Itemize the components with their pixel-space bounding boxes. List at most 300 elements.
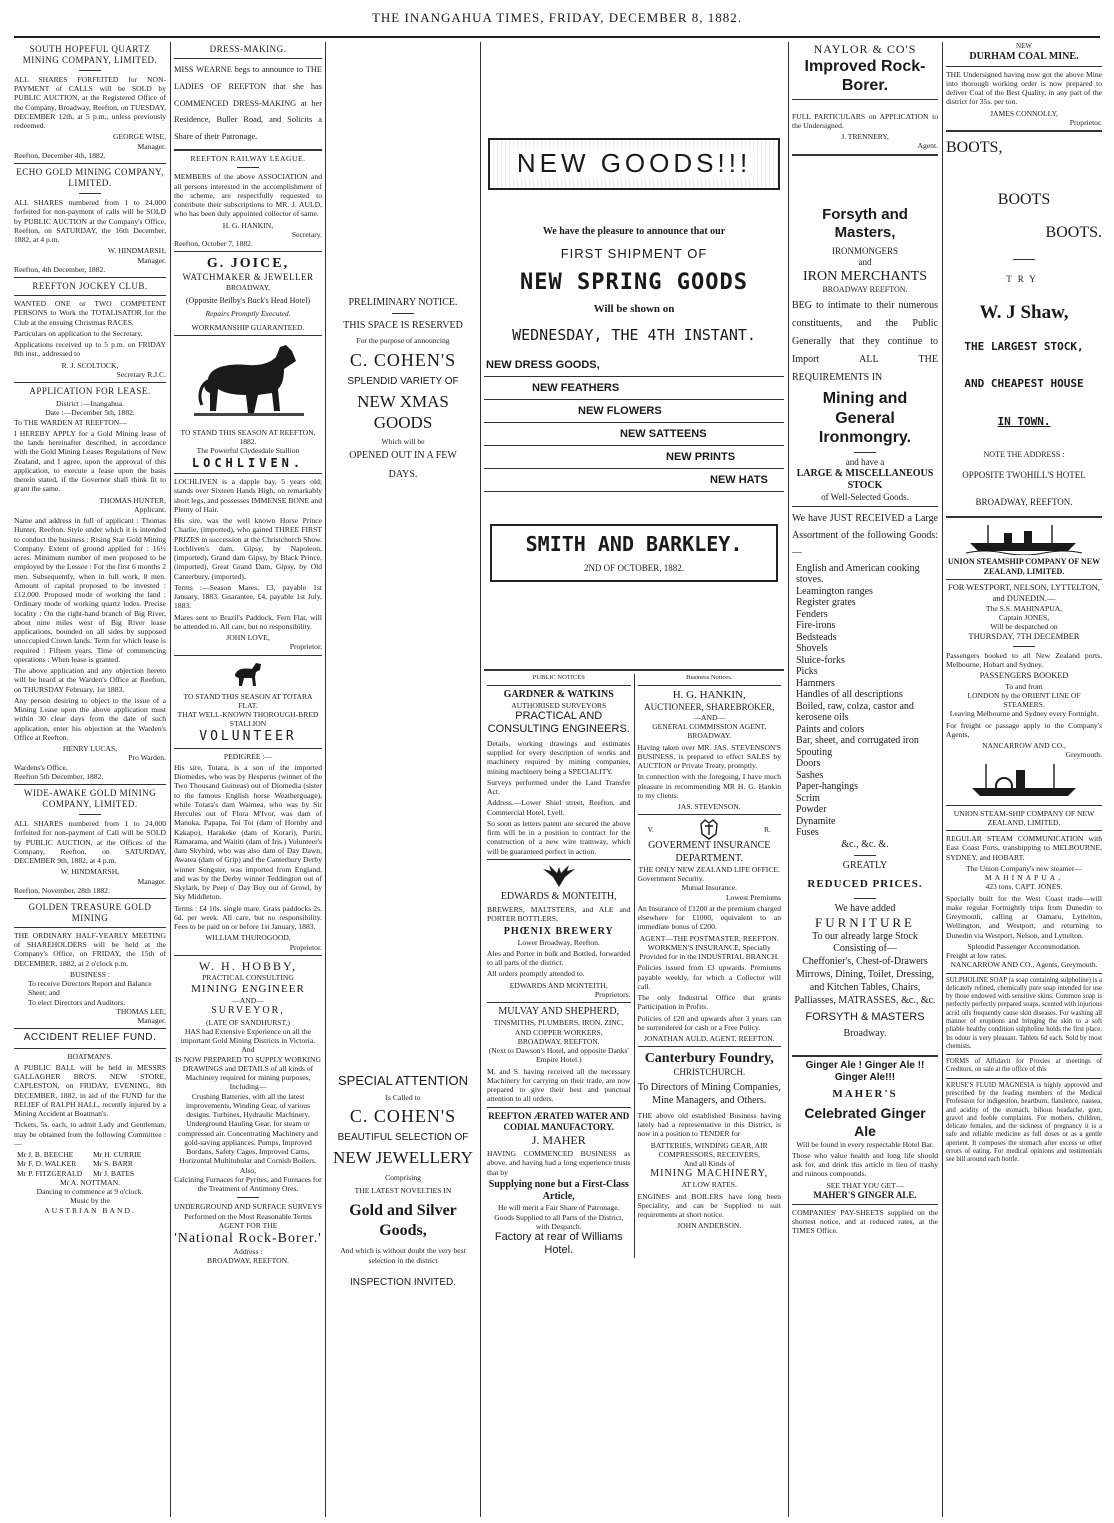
signature-role: Manager. [137,876,166,886]
rule [14,277,166,278]
ad-body: The above application and any objection hereto will be heard at the Warden's Office at Reefton, on THURSDAY February, 1st 1883. [14,666,166,694]
signature-role: Proprietor. [289,642,322,652]
signature: HENRY LUCAS, [62,744,118,754]
ad-title: MAHER'S GINGER ALE. [813,1189,917,1200]
signature-role: Manager. [137,1016,166,1026]
royal-crest-icon [697,818,721,840]
spacer [484,586,784,666]
list-item: Picks [796,666,818,678]
signature: J. TRENNERY, [841,132,889,142]
ad-title: FURNITURE [815,914,915,930]
signature-role: Applicant. [134,504,166,514]
ad-title: SMITH AND BARKLEY. [525,532,743,557]
ad-body: Will be found in every respectable Hotel Bar. [796,1139,934,1149]
ad-title: WEDNESDAY, THE 4TH INSTANT. [512,326,756,344]
column-1 [14,42,166,1519]
ad-title: G. JOICE, [206,256,290,272]
spacer [484,42,784,132]
ad-title: THE LARGEST STOCK, [964,339,1084,353]
list-item: Paints and colors [796,723,865,735]
ad-body: WORKMANSHIP GUARANTEED. [191,322,305,332]
signature-role: Proprietor. [289,942,322,952]
rule [174,955,322,956]
rule [487,1002,631,1003]
ad-body: The only Industrial Office that grants Participation in Profits. [637,993,781,1012]
ad-body: Ales and Porter in bulk and Bottled, forwarded to all parts of the district. [487,948,631,968]
ad-body: THE LATEST NOVELTIES IN [354,1186,452,1196]
ad-body: THAT WELL-KNOWN THOROUGH-BRED STALLION [177,710,319,729]
ad-address: BROADWAY, REEFTON. [975,496,1073,507]
committee-list [14,1150,166,1178]
list-item: NEW HATS [484,469,784,492]
ad-title: IN TOWN. [997,414,1051,428]
ad-title: J. MAHER [531,1132,586,1147]
rule [174,58,322,59]
ad-body: FIRST SHIPMENT OF [560,245,708,261]
section-heading: PUBLIC NOTICES [532,673,585,681]
ad-body: FORMS of Affidavit for Proxies at meetings of Creditors, on sale at the office of this [946,1058,1102,1074]
ad-body: ALL SHARES numbered from 1 to 24,000 forfeited for non-payment of Call will be SOLD by PUBLIC AUCTION, at the Offices of the Company, Reefton, on SATURDAY, DECEMBER 9th, 1882, at 4 p.m. [14,819,166,865]
committee-col [90,1150,166,1178]
ad-body: In connection with the foregoing, I have much pleasure in recommending MR H. G. Hankin to my clients. [637,772,781,800]
ad-body: (LATE OF SANDHURST,) [205,1017,291,1027]
list-item: NEW PRINTS [484,446,784,469]
ad-body: Terms :—Season Mares, £3, payable 1st January, 1883. Guarantee, £4, payable 1st July, 1883. [174,582,322,611]
short-rule [854,855,876,856]
ad-body: Passengers booked to all New Zealand ports, Melbourne, Hobart and Sydney. [946,650,1102,670]
ad-address: Lower Broadway, Reefton. [517,937,600,947]
ad-trade: WATCHMAKER & JEWELLER [182,272,314,283]
ad-body: Those who value health and long life should ask for, and drink this article in lieu of trashy and ruinous compounds. [792,1150,938,1179]
list-item: Dynamite [796,815,836,827]
ad-body: Mutual Insurance. [681,883,737,893]
ad-title: GOLDEN TREASURE GOLD MINING [28,902,152,923]
list-item: Leamington ranges [796,585,873,597]
ad-title: APPLICATION FOR LEASE. [29,386,151,397]
ad-body: The S.S. MAHINAPUA, [985,603,1063,613]
list-item: Sluice-forks [796,654,845,666]
ad-date: Reefton, October 7, 1882. [174,239,253,249]
ad-body: Dancing to commence at 9 o'clock. [36,1187,144,1197]
ad-address: (Next to Dawson's Hotel, and opposite Danks' Empire Hotel.) [488,1046,629,1065]
ad-body: Lowest Premiums [725,892,781,902]
ad-body: MEMBERS of the above ASSOCIATION and all persons interested in the accomplishment of the scheme, are respectfully requested to contribute their subscriptions to MR. J. AULD, who has been duly appointed collector of same. [174,172,322,219]
ad-title: NEW SPRING GOODS [520,269,748,295]
ad-title: W. H. HOBBY, [198,958,298,973]
signature: H. G. HANKIN, [222,220,274,230]
short-rule [79,193,101,194]
ad-body: Will be shown on [593,302,675,315]
ad-body: BEG to intimate to their numerous constituents, and the Public Generally that they continue to Import ALL THE REQUIREMENTS IN [792,300,938,384]
ad-body: An Insurance of £1200 at the premium charged elsewhere for £1000, equivalent to an immediate bonus of £200. [637,903,781,932]
ad-title: PRACTICAL AND CONSULTING ENGINEERS. [487,710,630,736]
column-4 [484,42,784,1519]
ad-body: For the purpose of announcing [356,336,450,346]
ad-title: AND CHEAPEST HOUSE [964,377,1084,391]
ad-body: Applications received up to 5 p.m. on FRIDAY 8th inst., addressed to [14,340,166,359]
ad-body: Cheffonier's, Chest-of-Drawers Mirrows, Dining, Toilet, Dressing, and Kitchen Tables, Chairs, Palliasses, MATRASSES, &c., &c. [794,956,936,1007]
ad-body: M. and S. having received all the necessary Machinery for carrying on their trade, are now prepared to give their best and punctual attention to all orders. [487,1066,631,1104]
ad-title: REEFTON JOCKEY CLUB. [32,281,148,292]
ad-body: IS NOW PREPARED TO SUPPLY WORKING DRAWINGS and DETAILS of all kinds of Machinery required for mining purposes, Including— [174,1054,321,1092]
rule [946,579,1102,580]
ad-body: AGENT—THE POSTMASTER, REEFTON. [639,933,779,943]
rule [14,784,166,785]
ad-body: FOR WESTPORT, NELSON, LYTTELTON, and DUNEDIN.— [948,583,1100,603]
ad-body: and have a [845,456,885,467]
ad-subtitle: THE ONLY NEW ZEALAND LIFE OFFICE. [638,864,780,874]
ad-body: To Directors of Mining Companies, Mine Managers, and Others. [637,1082,781,1106]
list-item: Register grates [796,597,856,609]
ad-body: The Powerful Clydesdale Stallion [196,446,300,456]
column-rule [480,42,481,1517]
signature: NANCARROW AND CO., Agents, Greymouth. [950,960,1098,970]
ad-title: GARDNER & WATKINS [503,688,614,700]
ad-body: Splendid Passenger Accommodation. [967,941,1081,951]
list-item: Sashes [796,769,824,781]
ad-date: Reefton, November, 28th 1882. [14,885,110,895]
ad-body: Comprising [385,1172,421,1182]
ad-title: PHŒNIX BREWERY [503,925,614,937]
ad-title: DRESS-MAKING. [209,44,287,54]
ad-body: His sire, was the well known Horse Prince Charlie, (imported), who gained THREE FIRST PRIZES in succession at the Christchurch Show. Lochliven's dam, Gipsy, by Napoleon, (imported), Grand dam Gipsy, by Black Prince, (imported), Great Grand Dam, Gipsy, by Old Canterbury, (imported). [174,516,322,581]
signature: GEORGE WISE, [112,132,166,142]
ad-body: BEAUTIFUL SELECTION OF [337,1131,469,1143]
ad-body: WANTED ONE or TWO COMPETENT PERSONS to Work the TOTALISATOR for the Club at the ensuing Christmas RACES. [14,299,166,327]
business-notices [635,674,785,1258]
ad-body: ENGINES and BOILERS have long been Speciality, and can be Supplied to suit requirements at short notice. [637,1191,781,1220]
ad-address: Broadway. [843,1028,887,1040]
committee-member: Mr H. CURRIE [93,1150,142,1160]
signature-role: Manager. [137,141,166,151]
phoenix-icon [539,863,579,889]
ad-title: SURVEYOR, [211,1005,285,1017]
ad-title: EDWARDS & MONTEITH, [500,890,617,902]
ad-body: GREATLY [842,860,888,872]
crest-letter: R. [764,824,771,834]
ad-date: Reefton 5th December, 1882. [14,771,104,781]
rule [792,99,938,100]
rule [946,130,1102,132]
band-name: AUSTRIAN BAND. [44,1205,136,1215]
ad-body: For freight or passage apply to the Company's Agents, [946,720,1102,739]
ad-title: MINING MACHINERY, [650,1168,769,1180]
list-item: Doors [796,758,821,770]
goods-list [792,563,938,839]
column-3 [329,42,477,1519]
column-5 [792,42,938,1519]
rule [946,805,1102,806]
ad-title: SOUTH HOPEFUL QUARTZ MINING COMPANY, LIMITED. [22,44,158,65]
list-item: Hammers [796,677,835,689]
public-notices [484,674,635,1258]
ad-title: H. G. HANKIN, [672,688,746,701]
ad-body: Performed on the Most Reasonable Terms [184,1211,312,1221]
signature: W. HINDMARSH, [107,246,166,256]
signature-role: Manager. [137,255,166,265]
signature: JOHN ANDERSON. [677,1221,742,1231]
ad-subtitle: IRONMONGERS [831,246,898,257]
lease-to: To THE WARDEN AT REEFTON— [14,417,127,427]
ad-body: We have JUST RECEIVED a Large Assortment of the following Goods:— [792,512,938,558]
ad-title: 'National Rock-Borer.' [174,1231,322,1247]
ad-title: NEW XMAS GOODS [357,391,449,432]
committee-member: Mr A. NOTTMAN. [60,1177,120,1187]
ad-body: THE ORDINARY HALF-YEARLY MEETING of SHAREHOLDERS will be held at the Company's Office, on FRIDAY, the 15th of DECEMBER, 1882, at 2 o'clock p.m. [14,930,166,968]
committee-member: Mr P. FITZGERALD [17,1168,83,1178]
ad-body: Crushing Batteries, with all the latest improvements, Winding Gear, of various designs. Turbines, Hydraulic Machinery, Underground Hauling Gear, for steam or compressed air. Concentrating Machinery and gold-saving appliances. Pumps, Improved Bordans, Safety Cages, Improved Cams, Horizontal Multitubular and Cornish Boilers. [178,1091,318,1166]
list-item: Scrim [796,792,820,804]
ad-body: Particulars on application to the Secretary. [14,328,143,338]
business-item: To receive Directors Report and Balance Sheet; and [28,979,152,998]
rule [946,1054,1102,1055]
ad-body: Which will be [381,437,425,447]
list-item: Handles of all descriptions [796,689,903,701]
ad-body: Mares sent to Brazil's Paddock, Fern Flat, will be attended to. All care, but no responsibility. [174,612,322,631]
lease-district: District :—Inangahua. [56,399,124,409]
ad-body: AT LOW RATES. [681,1180,737,1190]
ad-title: MULVAY AND SHEPHERD, [498,1006,620,1018]
ad-body: THE above old established Business having lately had a representative in this District, is now in a position to TENDER for [637,1110,781,1139]
lease-date: Date :—December 5th, 1882. [45,408,135,418]
short-rule [1013,646,1035,647]
rule [487,859,631,860]
ad-body: Repairs Promptly Executed. [205,309,291,319]
signature-role: Secretary R.J.C. [116,369,166,379]
ad-body: AGENT FOR THE [218,1220,278,1230]
ad-body: LONDON by the ORIENT LINE OF STEAMERS. [967,690,1081,710]
ad-body: Tickets, 5s. each, to admit Lady and Gentleman, may be obtained from the following Committee :— [14,1120,166,1148]
rule [487,1107,631,1108]
ad-subtitle: TINSMITHS, PLUMBERS, IRON, ZINC, AND COPPER WORKERS, [493,1018,624,1037]
ad-title: PRELIMINARY NOTICE. [348,297,458,308]
ad-title: REEFTON RAILWAY LEAGUE. [190,154,306,164]
ad-address: BROADWAY, REEFTON. [517,1036,600,1046]
ad-body: And which is without doubt the very best selection in the district [340,1246,466,1265]
column-rule [788,42,789,1517]
banner-text: NEW GOODS!!! [511,148,757,178]
masthead-rule [14,36,1100,38]
short-rule [392,313,414,314]
ad-title: Canterbury Foundry, [644,1051,774,1067]
rule [174,748,322,749]
signature-role: Proprietors. [594,989,631,999]
rule [792,506,938,507]
ad-body: To and from [1005,681,1043,691]
short-rule [854,452,876,453]
spacer [329,42,477,297]
rule [638,814,782,815]
ad-body: BREWERS, MALTSTERS, and ALE and PORTER BOTTLERS, [487,905,631,924]
column-rule [942,42,943,1517]
ad-title: IRON MERCHANTS [802,269,928,285]
ad-body: And [241,1045,255,1055]
list-item: Paper-hangings [796,781,859,793]
column-rule [325,42,326,1517]
ad-body: All orders promptly attended to. [487,969,585,979]
ad-body: and [858,257,872,268]
column-2 [174,42,322,1519]
ad-address: BROADWAY REEFTON. [822,285,908,295]
short-rule [1013,259,1035,260]
ad-body: He will merit a Fair Share of Patronage. [498,1203,620,1213]
signature-role: Secretary. [291,229,322,239]
new-items-list [484,354,784,492]
ad-body: THURSDAY, 7TH DECEMBER [968,631,1080,641]
signature: NANCARROW AND CO., [982,741,1066,751]
ad-title: LARGE & MISCELLANEOUS STOCK [796,467,934,491]
list-item: Fire-irons [796,620,836,632]
ad-title: ECHO GOLD MINING COMPANY, LIMITED. [16,167,164,189]
ad-body: THIS SPACE IS RESERVED [343,320,463,332]
ad-body: Supplying none but a First-Class Article, [488,1178,629,1203]
committee-member: Mr F. D. WALKER [17,1159,77,1169]
ad-body: Any person desiring to object to the issue of a Mining Lease upon the above application must within 30 clear days from the date of such application, enter his objection at the Warden's Office at Reefton. [14,695,166,742]
ad-body: DAYS. [388,468,418,480]
ad-address: (Opposite Beilby's Buck's Head Hotel) [185,295,311,305]
list-item: NEW SATTEENS [484,423,784,446]
ad-body: 423 tons. CAPT. JONES. [985,882,1063,892]
rule [946,973,1102,974]
ad-title: Ginger Ale ! Ginger Ale !! Ginger Ale!!! [805,1059,925,1083]
ad-body: BATTERIES, WINDING GEAR, AIR COMPRESSORS, RECEIVERS, [650,1140,768,1159]
ad-title: DURHAM COAL MINE. [969,50,1079,62]
ad-body: Calcining Furnaces for Pyrites, and Furnaces for the Treatment of Antimony Ores. [174,1174,322,1194]
committee-member: Mr J. BATES [93,1168,135,1178]
ad-body: —AND— [693,712,726,722]
ad-title: PASSENGERS BOOKED [979,671,1069,681]
ad-body: TO STAND THIS SEASON AT REEFTON, 1882. [180,427,316,447]
signature: JONATHAN AULD, AGENT, REEFTON. [644,1034,775,1044]
short-rule [237,167,259,168]
ad-body: I HEREBY APPLY for a Gold Mining lease of the lands hereinafter described, in accordance with the Gold Mining Leases Regulations of New Zealand, and I agree, upon the approval of this application, to execute a lease upon the basis therein stated, if the Governor shall think fit to grant the same. [14,428,166,494]
signature: WILLIAM THUROGOOD, [205,933,291,943]
rule [638,685,782,686]
ad-body: COMPANIES' PAY-SHEETS supplied on the shortest notice, and at reduced rates, at the TIMES Office. [792,1207,938,1236]
horse-name: LOCHLIVEN. [191,455,305,470]
smith-barkley-box [490,524,778,581]
rule [174,655,322,656]
ad-title: SPECIAL ATTENTION [337,1072,469,1088]
ad-body: UNDERGROUND AND SURFACE SURVEYS [174,1202,322,1212]
ad-body: Also, [239,1165,257,1175]
list-item: Spouting [796,746,833,758]
rule [946,516,1102,518]
rule [487,685,631,686]
ad-address: BROADWAY. [687,731,732,741]
spacer [329,481,477,1073]
ad-title: BOOTS, [946,139,1003,157]
signature: JAS. STEVENSON. [677,802,741,812]
ad-title: FORSYTH & MASTERS [805,1011,925,1024]
ad-subtitle: BOATMAN'S. [67,1051,113,1061]
lease-details: Name and address in full of applicant : Thomas Hunter, Reefton. Style under which it is intended to conduct the business : Rising Star Gold Mining Company. Extent of ground applied for : 16½ acres. Minimum number of men proposed to be employed by the Lessee : For the first 6 months 2 men. Subsequently, when in full work, 8 men. Amount of capital proposed to be invested : £12,000. Proposed mode of working the land : Ordinary mode of working quartz lodes. Precise locality : On the right-hand branch of Big River, about nine miles west of Big River lease applications, bounded on all sides by supposed unoccupied Crown lands. Term for which lease is required : Fifteen years. Time of commencing operations : When lease is granted. [14,516,166,664]
new-goods-banner [488,138,780,190]
ad-body: LOCHLIVEN is a dapple bay, 5 years old; stands over Sixteen Hands High, on remarkably short legs, and possesses IMMENSE BONE and Plenty of Hair. [174,477,322,514]
ad-body: Having taken over MR. JAS. STEVENSON'S BUSINESS, is prepared to effect SALES by AUCTION or Private Treaty, promptly. [637,742,781,771]
ad-body: Captain JONES, [998,613,1050,623]
ad-address: BROADWAY, REEFTON. [207,1256,289,1266]
signature: THOMAS HUNTER, [99,495,166,505]
rule [14,927,166,928]
rule [174,149,322,151]
rule [14,1028,166,1029]
ad-body: MISS WEARNE begs to announce to THE LADIES OF REEFTON that she has COMMENCED DRESS-MAKING at her Residence, Buller Road, and Solicits a Share of their Patronage. [174,64,322,142]
ad-subtitle: CHRISTCHURCH. [673,1067,746,1078]
committee-col [14,1150,90,1178]
rule [946,66,1102,67]
ad-body: A PUBLIC BALL will be held in MESSRS GALLAGHER BRO'S. NEW STORE, CAPLESTON, on FRIDAY, EVENING, 8th DECEMBER, 1882, in aid of the FUND for the RELIEF of RALPH HALL, recently injured by a Mining Accident at Boatman's. [14,1062,166,1119]
list-item: NEW DRESS GOODS, [484,354,784,377]
notices-split [484,674,784,1258]
ad-title: NAYLOR & CO'S [813,42,917,56]
ad-body: Policies of £20 and upwards after 3 years can be surrendered for cash or a Free Policy. [637,1013,781,1032]
ad-body: KRUSE'S FLUID MAGNESIA is highly approved and prescribed by the leading members of the Medical Profession for indigestion, heartburn, flatulence, nausea, and acidity of the stomach, bilious headache, gout, gravel and feeble complaints. For mothers, children, delicate females, and the sickness of pregnancy it is a safe and reliable medicine as full doses or as a gentle aperient. It composes the stomach after excess or other errors of eating. For medical opinions and testimonials see bill around each bottle. [946,1081,1102,1164]
steamship-icon [964,521,1084,555]
ad-body: Address.—Lower Shiel street, Reefton, and Commercial Hotel, Lyell. [487,798,631,817]
short-rule [854,898,876,899]
ad-title: Factory at rear of Williams Hotel. [494,1231,623,1257]
business-heading: BUSINESS : [70,969,110,979]
small-horse-icon [230,659,266,689]
ad-title: WIDE-AWAKE GOLD MINING COMPANY, LIMITED. [23,788,157,810]
ad-title: GOVERMENT INSURANCE DEPARTMENT. [648,840,771,864]
ad-body: To our already large Stock Consisting of— [812,930,918,954]
ad-title: REEFTON ÆRATED WATER AND CODIAL MANUFACTORY. [488,1110,630,1132]
ad-subtitle: GENERAL COMMISSION AGENT, [652,722,767,732]
ad-body: REGULAR STEAM COMMUNICATION with East Coast Ports, transhipping to MELBOURNE, SYDNEY, and HOBART. [946,834,1102,862]
ad-body: FULL PARTICULARS on APPLICATION to the Undersigned. [792,111,938,130]
rule [792,1204,938,1205]
ad-title: W. J Shaw, [979,301,1069,323]
crest-row [638,818,782,840]
ad-place: Wardens's Office, [14,762,68,772]
clydesdale-horse-icon [188,339,308,425]
ad-title: Celebrated Ginger Ale [804,1105,926,1139]
short-rule [79,70,101,71]
ad-body: His sire, Totara, is a son of the imported Diomedes, who was by Hesperus (winner of the Two Thousand Guineas) out of Diomedia (sister to the famous English horse Weatherguage), while Totara's dam Waimea, who was by Sir Hercules out of Flora M'Ivor, was dam of Manuka, Papapa, Toi Toi (dam of Hornby and Kakapo), Harakeke (dam of Korari), Puriri, Ramarama, and Waititi (dam of Iris.) Volunteer's dam Skybird, who was also dam of Day Dawn, Awatea (dam of Grip) and the Canterbury Derby winner Songster, was imported from England, and was by the Derby winner Teddington out of Skylark, by Peep o' Day Boy out of Growl, by Sky Middleton. [174,762,322,902]
list-item: NEW FEATHERS [484,377,784,400]
signature: W. HINDMARSH, [60,867,120,877]
ad-title: MAHER'S [832,1088,898,1101]
ad-body: HAS had Extensive Experience on all the important Gold Mining Districts in Victoria. [180,1026,316,1046]
spacer [484,196,784,226]
rule [946,830,1102,831]
ad-title: UNION STEAMSHIP COMPANY OF NEW ZEALAND, LIMITED. [947,556,1101,576]
ad-title: MINING ENGINEER [191,982,305,995]
ad-title: Forsyth and Masters, [822,205,908,241]
ad-title: Mining and General Ironmongry. [818,390,912,447]
ad-body: Freight at low rates. [946,951,1007,961]
ad-body: Government Security. [637,874,705,884]
rule [792,1055,938,1057]
ad-body: SEE THAT YOU GET— [826,1180,904,1190]
list-item: Shovels [796,643,828,655]
ad-body: TO STAND THIS SEASON AT TOTARA FLAT. [183,691,313,710]
rule [638,1046,782,1047]
rule [174,335,322,336]
ad-body: PEDIGREE :— [223,751,273,761]
signature-role: Agent. [917,141,938,151]
ad-date: 2ND OF OCTOBER, 1882. [583,562,685,573]
ad-body: THE Undersigned having now got the above Mine into thorough working order is now prepared to deliver Coal of the Best Quality, in any part of the district for 35s. per ton. [946,69,1102,107]
signature: JOHN LOVE, [226,633,270,643]
ad-body: ALL SHARES FORFEITED for NON-PAYMENT of CALLS will be SOLD by PUBLIC AUCTION, at the Registered Office of the Company, Broadway, Reefton, on TUESDAY, DECEMBER 12th, at 5 p.m., unless previously redeemed. [14,74,166,131]
ad-title: BOOTS [997,190,1051,208]
ad-body: HAVING COMMENCED BUSINESS as above, and having had a long experience trusts that by [487,1149,631,1177]
ad-body: Details, working drawings and estimates supplied for every description of works and machinery required by mining companies, mining machinery being a SPECIALITY. [487,738,631,776]
ad-title: UNION STEAM-SHIP COMPANY OF NEW ZEALAND, LIMITED. [953,808,1095,827]
